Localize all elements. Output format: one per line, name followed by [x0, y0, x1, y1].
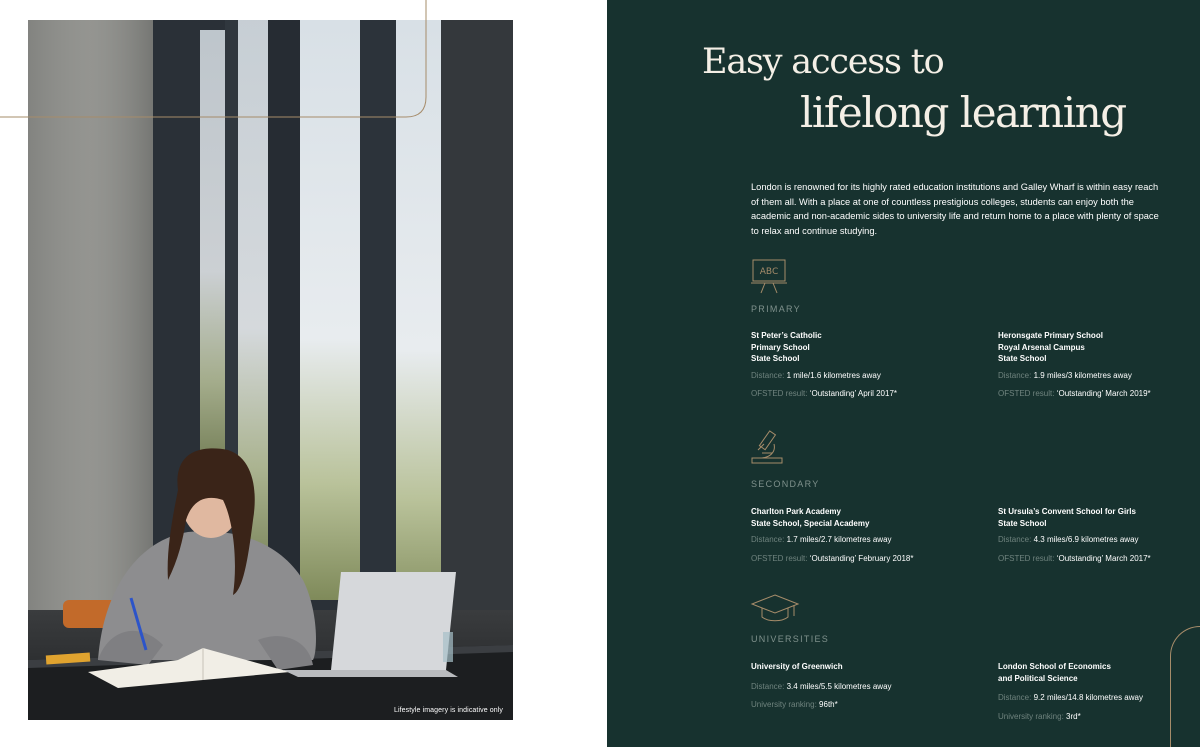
- school-name: Charlton Park Academy: [751, 507, 841, 516]
- decorative-gold-arc: [1170, 626, 1200, 747]
- ofsted-label: OFSTED result:: [998, 553, 1055, 563]
- ofsted-value: ‘Outstanding’ March 2017*: [1056, 553, 1151, 563]
- distance-label: Distance:: [998, 693, 1032, 702]
- ofsted-label: OFSTED result:: [751, 389, 808, 398]
- ofsted-label: OFSTED result:: [751, 553, 808, 563]
- ofsted-row: [751, 553, 951, 565]
- image-disclaimer: Lifestyle imagery is indicative only: [393, 707, 503, 714]
- graduation-cap-icon: [750, 592, 800, 629]
- distance-value: 1.7 miles/2.7 kilometres away: [786, 535, 892, 544]
- university-name-line2: and Political Science: [998, 673, 1078, 683]
- university-card: [751, 661, 951, 711]
- distance-row: [751, 534, 951, 546]
- distance-value: 9.2 miles/14.8 kilometres away: [1033, 693, 1143, 702]
- distance-label: Distance:: [998, 535, 1032, 544]
- headline-line-2: lifelong learning: [800, 88, 1126, 137]
- lifestyle-photo: [28, 20, 513, 720]
- distance-row: [998, 534, 1198, 546]
- school-card: [751, 506, 951, 564]
- ranking-label: University ranking:: [998, 711, 1064, 721]
- distance-label: Distance:: [751, 370, 785, 380]
- distance-row: [998, 692, 1198, 704]
- ofsted-value: ‘Outstanding’ March 2019*: [1056, 389, 1151, 398]
- school-card: [998, 330, 1198, 400]
- school-card: [751, 330, 951, 400]
- ranking-value: 3rd*: [1066, 711, 1081, 721]
- ranking-row: [751, 699, 951, 711]
- school-name-line2: Royal Arsenal Campus: [998, 342, 1085, 352]
- section-title-universities: UNIVERSITIES: [751, 634, 830, 644]
- ofsted-row: [998, 553, 1198, 565]
- school-name: Heronsgate Primary School: [998, 331, 1103, 340]
- section-title-primary: PRIMARY: [751, 304, 801, 314]
- right-page: [607, 0, 1200, 747]
- ofsted-value: ‘Outstanding’ February 2018*: [809, 553, 914, 563]
- section-title-secondary: SECONDARY: [751, 479, 820, 489]
- school-name: St Peter’s Catholic: [751, 331, 822, 340]
- microscope-icon: [750, 428, 786, 471]
- distance-value: 3.4 miles/5.5 kilometres away: [786, 681, 892, 691]
- school-type: State School: [998, 518, 1047, 528]
- intro-paragraph: London is renowned for its highly rated education institutions and Galley Wharf is within easy reach of them all. With a place at one of countless prestigious colleges, students can enjoy both the academic and non-academic sides to university life and return home to a place with plenty of space to relax and continue studying.: [751, 182, 1159, 236]
- ranking-row: [998, 711, 1198, 723]
- student-studying-illustration: [28, 20, 513, 720]
- school-name-line2: Primary School: [751, 342, 810, 352]
- distance-row: [751, 681, 951, 693]
- distance-value: 1 mile/1.6 kilometres away: [786, 370, 881, 380]
- ofsted-row: [751, 388, 951, 400]
- ranking-label: University ranking:: [751, 700, 817, 709]
- school-type: State School, Special Academy: [751, 518, 870, 528]
- distance-label: Distance:: [998, 370, 1032, 380]
- ranking-value: 96th*: [819, 700, 838, 709]
- university-name: University of Greenwich: [751, 662, 843, 671]
- ofsted-label: OFSTED result:: [998, 389, 1055, 398]
- chalkboard-icon: [750, 258, 788, 301]
- distance-label: Distance:: [751, 681, 785, 691]
- university-name: London School of Economics: [998, 662, 1111, 671]
- university-card: [998, 661, 1198, 722]
- distance-value: 1.9 miles/3 kilometres away: [1033, 370, 1132, 380]
- chalkboard-text: ABC: [759, 267, 779, 277]
- school-name: St Ursula’s Convent School for Girls: [998, 507, 1136, 516]
- school-type: State School: [751, 354, 800, 363]
- distance-row: [751, 370, 951, 382]
- school-type: State School: [998, 354, 1047, 363]
- school-card: [998, 506, 1198, 564]
- distance-row: [998, 370, 1198, 382]
- distance-value: 4.3 miles/6.9 kilometres away: [1033, 535, 1139, 544]
- distance-label: Distance:: [751, 535, 785, 544]
- ofsted-row: [998, 388, 1198, 400]
- headline-line-1: Easy access to: [702, 42, 944, 82]
- ofsted-value: ‘Outstanding’ April 2017*: [809, 389, 898, 398]
